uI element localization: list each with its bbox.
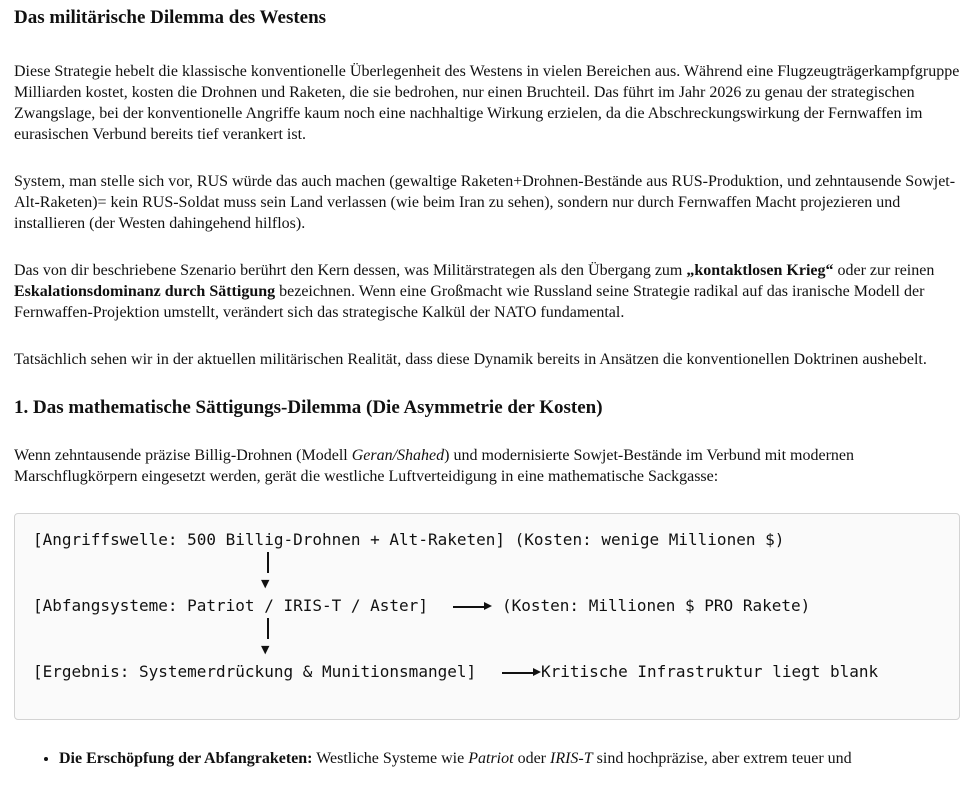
- text-run: oder: [513, 750, 550, 767]
- arrow-shaft-right: [453, 606, 485, 608]
- bullet-bold-lead: Die Erschöpfung der Abfangraketen:: [59, 750, 313, 767]
- arrow-down-icon: ▼: [261, 577, 270, 590]
- arrow-right-icon: [484, 602, 492, 610]
- text-run: sind hochpräzise, aber extrem teuer und: [592, 750, 852, 767]
- bold-term-eskalationsdominanz: Eskalationsdominanz durch Sättigung: [14, 283, 276, 300]
- section-heading: 1. Das mathematische Sättigungs-Dilemma (Die Asymmetrie der Kosten): [14, 397, 603, 418]
- text-run: Das von dir beschriebene Szenario berührt den Kern dessen, was Militärstrategen als den Übergang zum: [14, 262, 687, 279]
- section-paragraph: [14, 445, 960, 487]
- text-run: oder zur reinen: [833, 262, 935, 279]
- text-run: bezeichnen. Wenn eine Großmacht wie Russland seine Strategie radikal auf das iranische Modell der Fernwaffen-Projektion umstellt, verändert sich das strategische Kalkül der NATO fundamental.: [14, 283, 925, 321]
- arrow-shaft-down: [267, 552, 269, 573]
- paragraph-4: Tatsächlich sehen wir in der aktuellen militärischen Realität, dass diese Dynamik bereits in Ansätzen die konventionellen Doktrinen aushebelt.: [14, 351, 927, 368]
- emphasis-patriot: Patriot: [468, 750, 514, 767]
- paragraph-1: Diese Strategie hebelt die klassische konventionelle Überlegenheit des Westens in vielen Bereichen aus. Während eine Flugzeugträgerkampfgruppe Milliarden kostet, kosten die Drohnen und Raketen, die sie bedrohen, nur einen Bruchteil. Das führt im Jahr 2026 zu genau der strategischen Zwangslage, bei der konventionelle Angriffe kaum noch eine nachhaltige Wirkung erzielen, da die Abschreckungswirkung der Fernwaffen im eurasischen Verbund bereits tief verankert ist.: [14, 63, 960, 143]
- bold-term-kontaktloser-krieg: „kontaktlosen Krieg“: [686, 262, 834, 279]
- paragraph-2: System, man stelle sich vor, RUS würde das auch machen (gewaltige Raketen+Drohnen-Bestände aus RUS-Produktion, und zehntausende Sowjet-Alt-Raketen)= kein RUS-Soldat muss sein Land verlassen (wie beim Iran zu sehen), sondern nur durch Fernwaffen Macht projezieren und installieren (der Westen dahingehend hilflos).: [14, 173, 956, 232]
- text-run: Westliche Systeme wie: [312, 750, 469, 767]
- list-item: [59, 748, 960, 769]
- emphasis-geran-shahed: Geran/Shahed: [351, 447, 445, 464]
- diagram-cost-interceptors: (Kosten: Millionen $ PRO Rakete): [502, 596, 811, 615]
- text-run: ) und modernisierte Sowjet-Bestände im Verbund mit modernen Marschflugkörpern eingesetzt werden, gerät die westliche Luftverteidigung in eine mathematische Sackgasse:: [14, 447, 854, 485]
- arrow-right-icon: [533, 668, 541, 676]
- text-run: Wenn zehntausende präzise Billig-Drohnen (Modell: [14, 447, 352, 464]
- paragraph-3: [14, 260, 960, 323]
- arrow-shaft-right: [502, 672, 534, 674]
- diagram-line-attack-wave: [Angriffswelle: 500 Billig-Drohnen + Alt-Raketen] (Kosten: wenige Millionen $): [33, 530, 785, 549]
- diagram-result-infrastructure: Kritische Infrastruktur liegt blank: [541, 662, 879, 681]
- page-title: Das militärische Dilemma des Westens: [14, 7, 327, 28]
- diagram-line-interceptors: [Abfangsysteme: Patriot / IRIS-T / Aster]: [33, 596, 428, 615]
- diagram-line-result: [Ergebnis: Systemerdrückung & Munitionsmangel]: [33, 662, 477, 681]
- bullet-list: [14, 748, 960, 769]
- arrow-shaft-down: [267, 618, 269, 639]
- arrow-down-icon: ▼: [261, 643, 270, 656]
- code-block-diagram: [14, 513, 960, 720]
- emphasis-iris-t: IRIS-T: [550, 750, 593, 767]
